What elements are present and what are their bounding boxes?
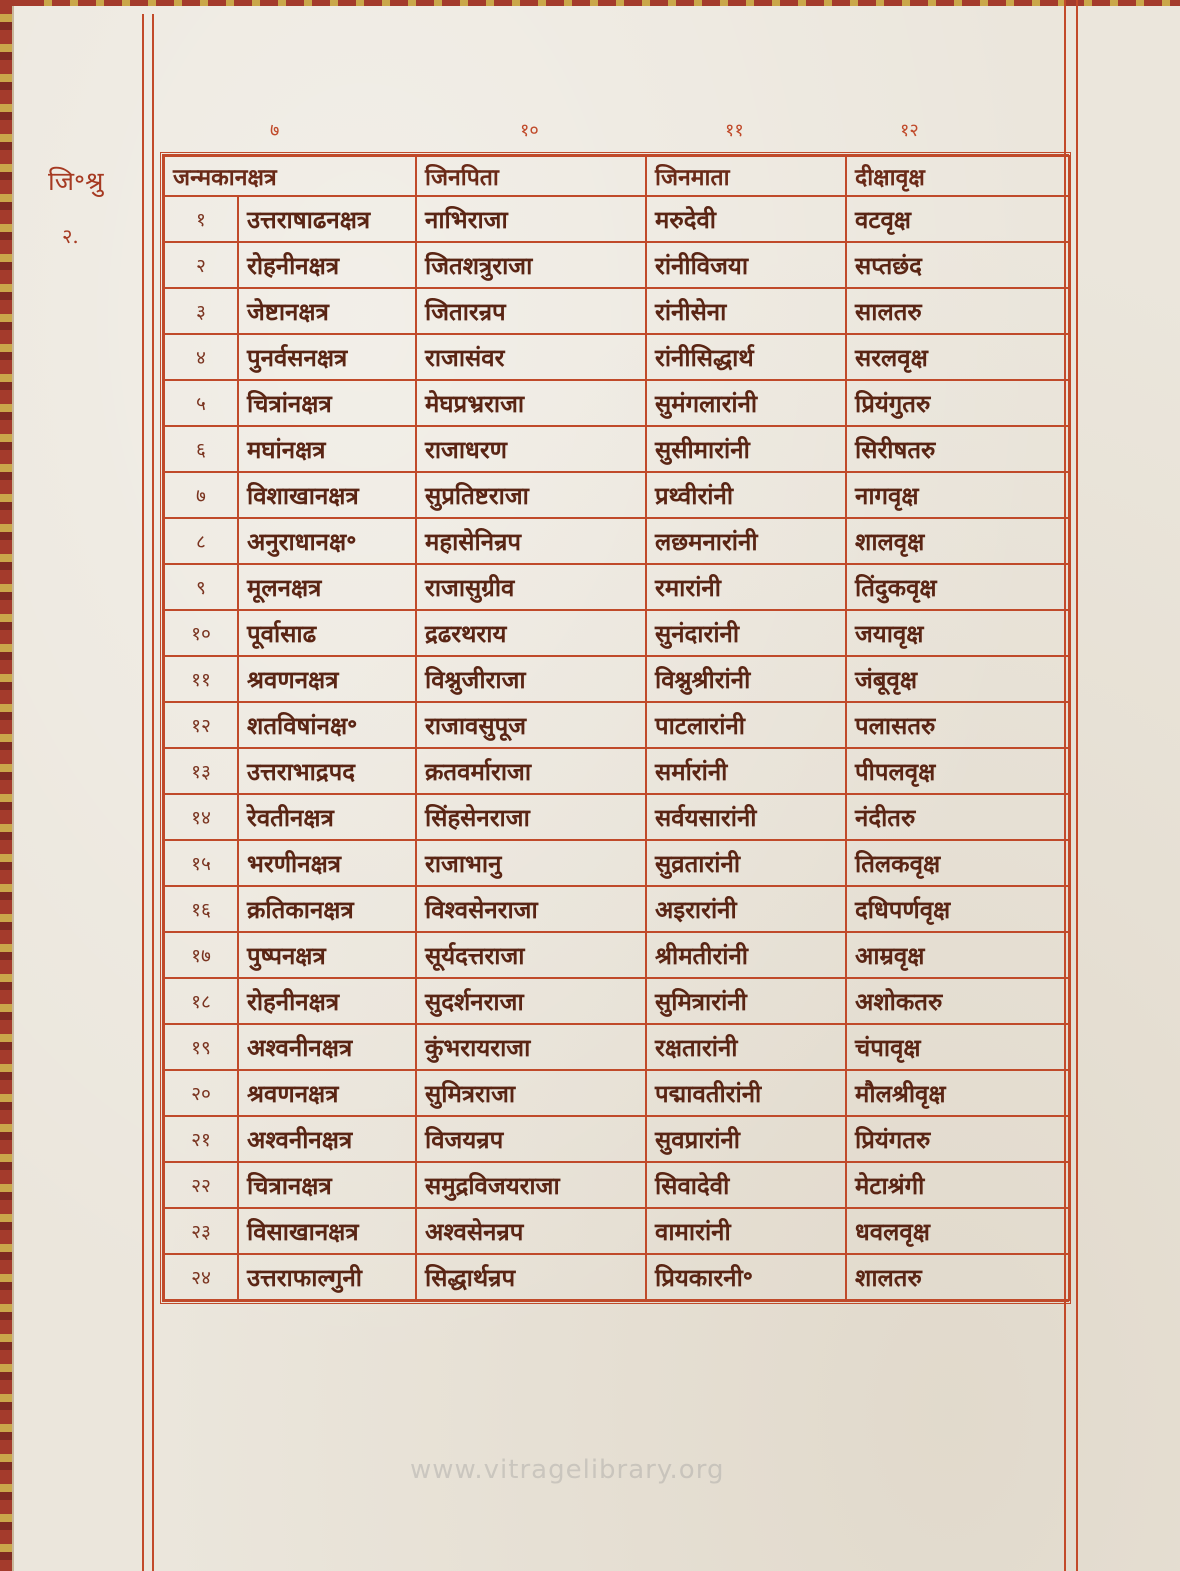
- cell-nakshatra: रोहनीनक्षत्र: [238, 242, 416, 288]
- row-number: २२: [164, 1162, 238, 1208]
- column-number: ७: [270, 120, 280, 141]
- cell-diksha-tree: नंदीतरु: [846, 794, 1069, 840]
- row-number: १२: [164, 702, 238, 748]
- cell-diksha-tree: नागवृक्ष: [846, 472, 1069, 518]
- cell-mother: पाटलारांनी: [646, 702, 846, 748]
- cell-diksha-tree: आम्रवृक्ष: [846, 932, 1069, 978]
- cell-nakshatra: जेष्टानक्षत्र: [238, 288, 416, 334]
- table-row: [164, 886, 1069, 932]
- cell-father: राजासुग्रीव: [416, 564, 646, 610]
- cell-father: विश्वसेनराजा: [416, 886, 646, 932]
- cell-father: सूर्यदत्तराजा: [416, 932, 646, 978]
- column-numbers: [160, 118, 1065, 148]
- row-number: ३: [164, 288, 238, 334]
- cell-mother: मरुदेवी: [646, 196, 846, 242]
- cell-mother: सुवप्रारांनी: [646, 1116, 846, 1162]
- header-diksha-tree: दीक्षावृक्ष: [846, 156, 1069, 196]
- cell-nakshatra: पुनर्वसनक्षत्र: [238, 334, 416, 380]
- table-row: [164, 242, 1069, 288]
- cell-nakshatra: अश्वनीनक्षत्र: [238, 1024, 416, 1070]
- cell-mother: सर्वयसारांनी: [646, 794, 846, 840]
- cell-father: सिंहसेनराजा: [416, 794, 646, 840]
- rule-right-outer: [1076, 0, 1078, 1571]
- cell-diksha-tree: प्रियंगुतरु: [846, 380, 1069, 426]
- cell-father: नाभिराजा: [416, 196, 646, 242]
- cell-father: राजासंवर: [416, 334, 646, 380]
- table-row: [164, 1070, 1069, 1116]
- cell-mother: सर्मारांनी: [646, 748, 846, 794]
- cell-nakshatra: भरणीनक्षत्र: [238, 840, 416, 886]
- cell-nakshatra: चित्रानक्षत्र: [238, 1162, 416, 1208]
- cell-father: सिद्धार्थन्रप: [416, 1254, 646, 1300]
- cell-nakshatra: मघांनक्षत्र: [238, 426, 416, 472]
- table-row: [164, 932, 1069, 978]
- row-number: ४: [164, 334, 238, 380]
- table-row: [164, 1162, 1069, 1208]
- table-row: [164, 1254, 1069, 1300]
- column-number: ११: [725, 120, 744, 141]
- cell-mother: सुव्रतारांनी: [646, 840, 846, 886]
- cell-mother: पद्मावतीरांनी: [646, 1070, 846, 1116]
- cell-nakshatra: चित्रांनक्षत्र: [238, 380, 416, 426]
- row-number: १७: [164, 932, 238, 978]
- table-row: [164, 1208, 1069, 1254]
- cell-diksha-tree: सालतरु: [846, 288, 1069, 334]
- cell-diksha-tree: जयावृक्ष: [846, 610, 1069, 656]
- cell-mother: लछमनारांनी: [646, 518, 846, 564]
- cell-father: विश्नुजीराजा: [416, 656, 646, 702]
- row-number: २०: [164, 1070, 238, 1116]
- cell-mother: रमारांनी: [646, 564, 846, 610]
- cell-nakshatra: श्रवणनक्षत्र: [238, 656, 416, 702]
- table-row: [164, 472, 1069, 518]
- row-number: १५: [164, 840, 238, 886]
- cell-mother: सुमित्रारांनी: [646, 978, 846, 1024]
- cell-diksha-tree: तिंदुकवृक्ष: [846, 564, 1069, 610]
- row-number: ६: [164, 426, 238, 472]
- cell-diksha-tree: सप्तछंद: [846, 242, 1069, 288]
- cell-diksha-tree: चंपावृक्ष: [846, 1024, 1069, 1070]
- cell-diksha-tree: शालतरु: [846, 1254, 1069, 1300]
- cell-diksha-tree: जंबूवृक्ष: [846, 656, 1069, 702]
- table-row: [164, 656, 1069, 702]
- cell-mother: रक्षतारांनी: [646, 1024, 846, 1070]
- cell-diksha-tree: सिरीषतरु: [846, 426, 1069, 472]
- cell-nakshatra: पुष्पनक्षत्र: [238, 932, 416, 978]
- cell-father: महासेनिन्रप: [416, 518, 646, 564]
- cell-nakshatra: क्रतिकानक्षत्र: [238, 886, 416, 932]
- row-number: २४: [164, 1254, 238, 1300]
- cell-father: सुदर्शनराजा: [416, 978, 646, 1024]
- rule-left-inner: [152, 14, 154, 1571]
- row-number: ११: [164, 656, 238, 702]
- table-row: [164, 978, 1069, 1024]
- row-number: २३: [164, 1208, 238, 1254]
- cell-diksha-tree: वटवृक्ष: [846, 196, 1069, 242]
- cell-nakshatra: उत्तराषाढनक्षत्र: [238, 196, 416, 242]
- cell-mother: प्रथ्वीरांनी: [646, 472, 846, 518]
- cell-diksha-tree: तिलकवृक्ष: [846, 840, 1069, 886]
- row-number: १४: [164, 794, 238, 840]
- margin-page-number: २.: [62, 224, 79, 248]
- row-number: ८: [164, 518, 238, 564]
- table-row: [164, 334, 1069, 380]
- cell-father: द्रढरथराय: [416, 610, 646, 656]
- table-row: [164, 840, 1069, 886]
- column-number: १०: [520, 120, 539, 141]
- table-row: [164, 1116, 1069, 1162]
- cell-mother: सुसीमारांनी: [646, 426, 846, 472]
- row-number: १८: [164, 978, 238, 1024]
- cell-nakshatra: पूर्वासाढ: [238, 610, 416, 656]
- cell-father: विजयन्रप: [416, 1116, 646, 1162]
- cell-nakshatra: उत्तराभाद्रपद: [238, 748, 416, 794]
- cell-father: अश्वसेनन्रप: [416, 1208, 646, 1254]
- table-row: [164, 196, 1069, 242]
- cell-nakshatra: शतविषांनक्ष॰: [238, 702, 416, 748]
- row-number: १६: [164, 886, 238, 932]
- cell-mother: सिवादेवी: [646, 1162, 846, 1208]
- cell-nakshatra: अश्वनीनक्षत्र: [238, 1116, 416, 1162]
- cell-nakshatra: रोहनीनक्षत्र: [238, 978, 416, 1024]
- margin-note: जि॰श्रु: [48, 167, 104, 197]
- cell-father: राजावसुपूज: [416, 702, 646, 748]
- table-row: [164, 288, 1069, 334]
- row-number: १: [164, 196, 238, 242]
- cell-mother: विश्नुश्रीरांनी: [646, 656, 846, 702]
- table-row: [164, 794, 1069, 840]
- table-row: [164, 610, 1069, 656]
- cell-father: समुद्रविजयराजा: [416, 1162, 646, 1208]
- row-number: १३: [164, 748, 238, 794]
- table-row: [164, 702, 1069, 748]
- table-row: [164, 426, 1069, 472]
- cell-nakshatra: विशाखानक्षत्र: [238, 472, 416, 518]
- header-father: जिनपिता: [416, 156, 646, 196]
- cell-mother: अइरारांनी: [646, 886, 846, 932]
- cell-mother: श्रीमतीरांनी: [646, 932, 846, 978]
- cell-nakshatra: रेवतीनक्षत्र: [238, 794, 416, 840]
- cell-mother: वामारांनी: [646, 1208, 846, 1254]
- tirthankara-table: [160, 152, 1071, 1304]
- cell-father: राजाभानु: [416, 840, 646, 886]
- row-number: १९: [164, 1024, 238, 1070]
- cell-father: जितशत्रुराजा: [416, 242, 646, 288]
- cell-diksha-tree: सरलवृक्ष: [846, 334, 1069, 380]
- cell-mother: प्रियकारनी॰: [646, 1254, 846, 1300]
- cell-father: जितारन्रप: [416, 288, 646, 334]
- table-row: [164, 748, 1069, 794]
- header-row: [164, 156, 1069, 196]
- header-mother: जिनमाता: [646, 156, 846, 196]
- cell-diksha-tree: मौलश्रीवृक्ष: [846, 1070, 1069, 1116]
- cell-father: सुप्रतिष्टराजा: [416, 472, 646, 518]
- cell-diksha-tree: पीपलवृक्ष: [846, 748, 1069, 794]
- cell-nakshatra: उत्तराफाल्गुनी: [238, 1254, 416, 1300]
- row-number: ५: [164, 380, 238, 426]
- cell-nakshatra: श्रवणनक्षत्र: [238, 1070, 416, 1116]
- watermark: www.vitragelibrary.org: [410, 1455, 725, 1485]
- cell-diksha-tree: पलासतरु: [846, 702, 1069, 748]
- column-number: १२: [900, 120, 919, 141]
- cell-nakshatra: अनुराधानक्ष॰: [238, 518, 416, 564]
- cell-diksha-tree: प्रियंगतरु: [846, 1116, 1069, 1162]
- cell-father: राजाधरण: [416, 426, 646, 472]
- cell-father: क्रतवर्माराजा: [416, 748, 646, 794]
- cell-nakshatra: विसाखानक्षत्र: [238, 1208, 416, 1254]
- cell-mother: सुनंदारांनी: [646, 610, 846, 656]
- table-row: [164, 1024, 1069, 1070]
- cell-diksha-tree: दधिपर्णवृक्ष: [846, 886, 1069, 932]
- cell-diksha-tree: शालवृक्ष: [846, 518, 1069, 564]
- cell-father: सुमित्रराजा: [416, 1070, 646, 1116]
- cell-father: मेघप्रभ्रराजा: [416, 380, 646, 426]
- table-row: [164, 564, 1069, 610]
- cell-father: कुंभरायराजा: [416, 1024, 646, 1070]
- cell-diksha-tree: धवलवृक्ष: [846, 1208, 1069, 1254]
- row-number: ७: [164, 472, 238, 518]
- table-row: [164, 380, 1069, 426]
- cell-diksha-tree: अशोकतरु: [846, 978, 1069, 1024]
- cell-mother: सुमंगलारांनी: [646, 380, 846, 426]
- cell-mother: रांनीसेना: [646, 288, 846, 334]
- table-row: [164, 518, 1069, 564]
- row-number: ९: [164, 564, 238, 610]
- row-number: २: [164, 242, 238, 288]
- rule-left-outer: [142, 14, 144, 1571]
- cell-diksha-tree: मेटाश्रंगी: [846, 1162, 1069, 1208]
- cell-nakshatra: मूलनक्षत्र: [238, 564, 416, 610]
- cell-mother: रांनीविजया: [646, 242, 846, 288]
- row-number: १०: [164, 610, 238, 656]
- row-number: २१: [164, 1116, 238, 1162]
- cell-mother: रांनीसिद्धार्थ: [646, 334, 846, 380]
- header-birth-nakshatra: जन्मकानक्षत्र: [164, 156, 416, 196]
